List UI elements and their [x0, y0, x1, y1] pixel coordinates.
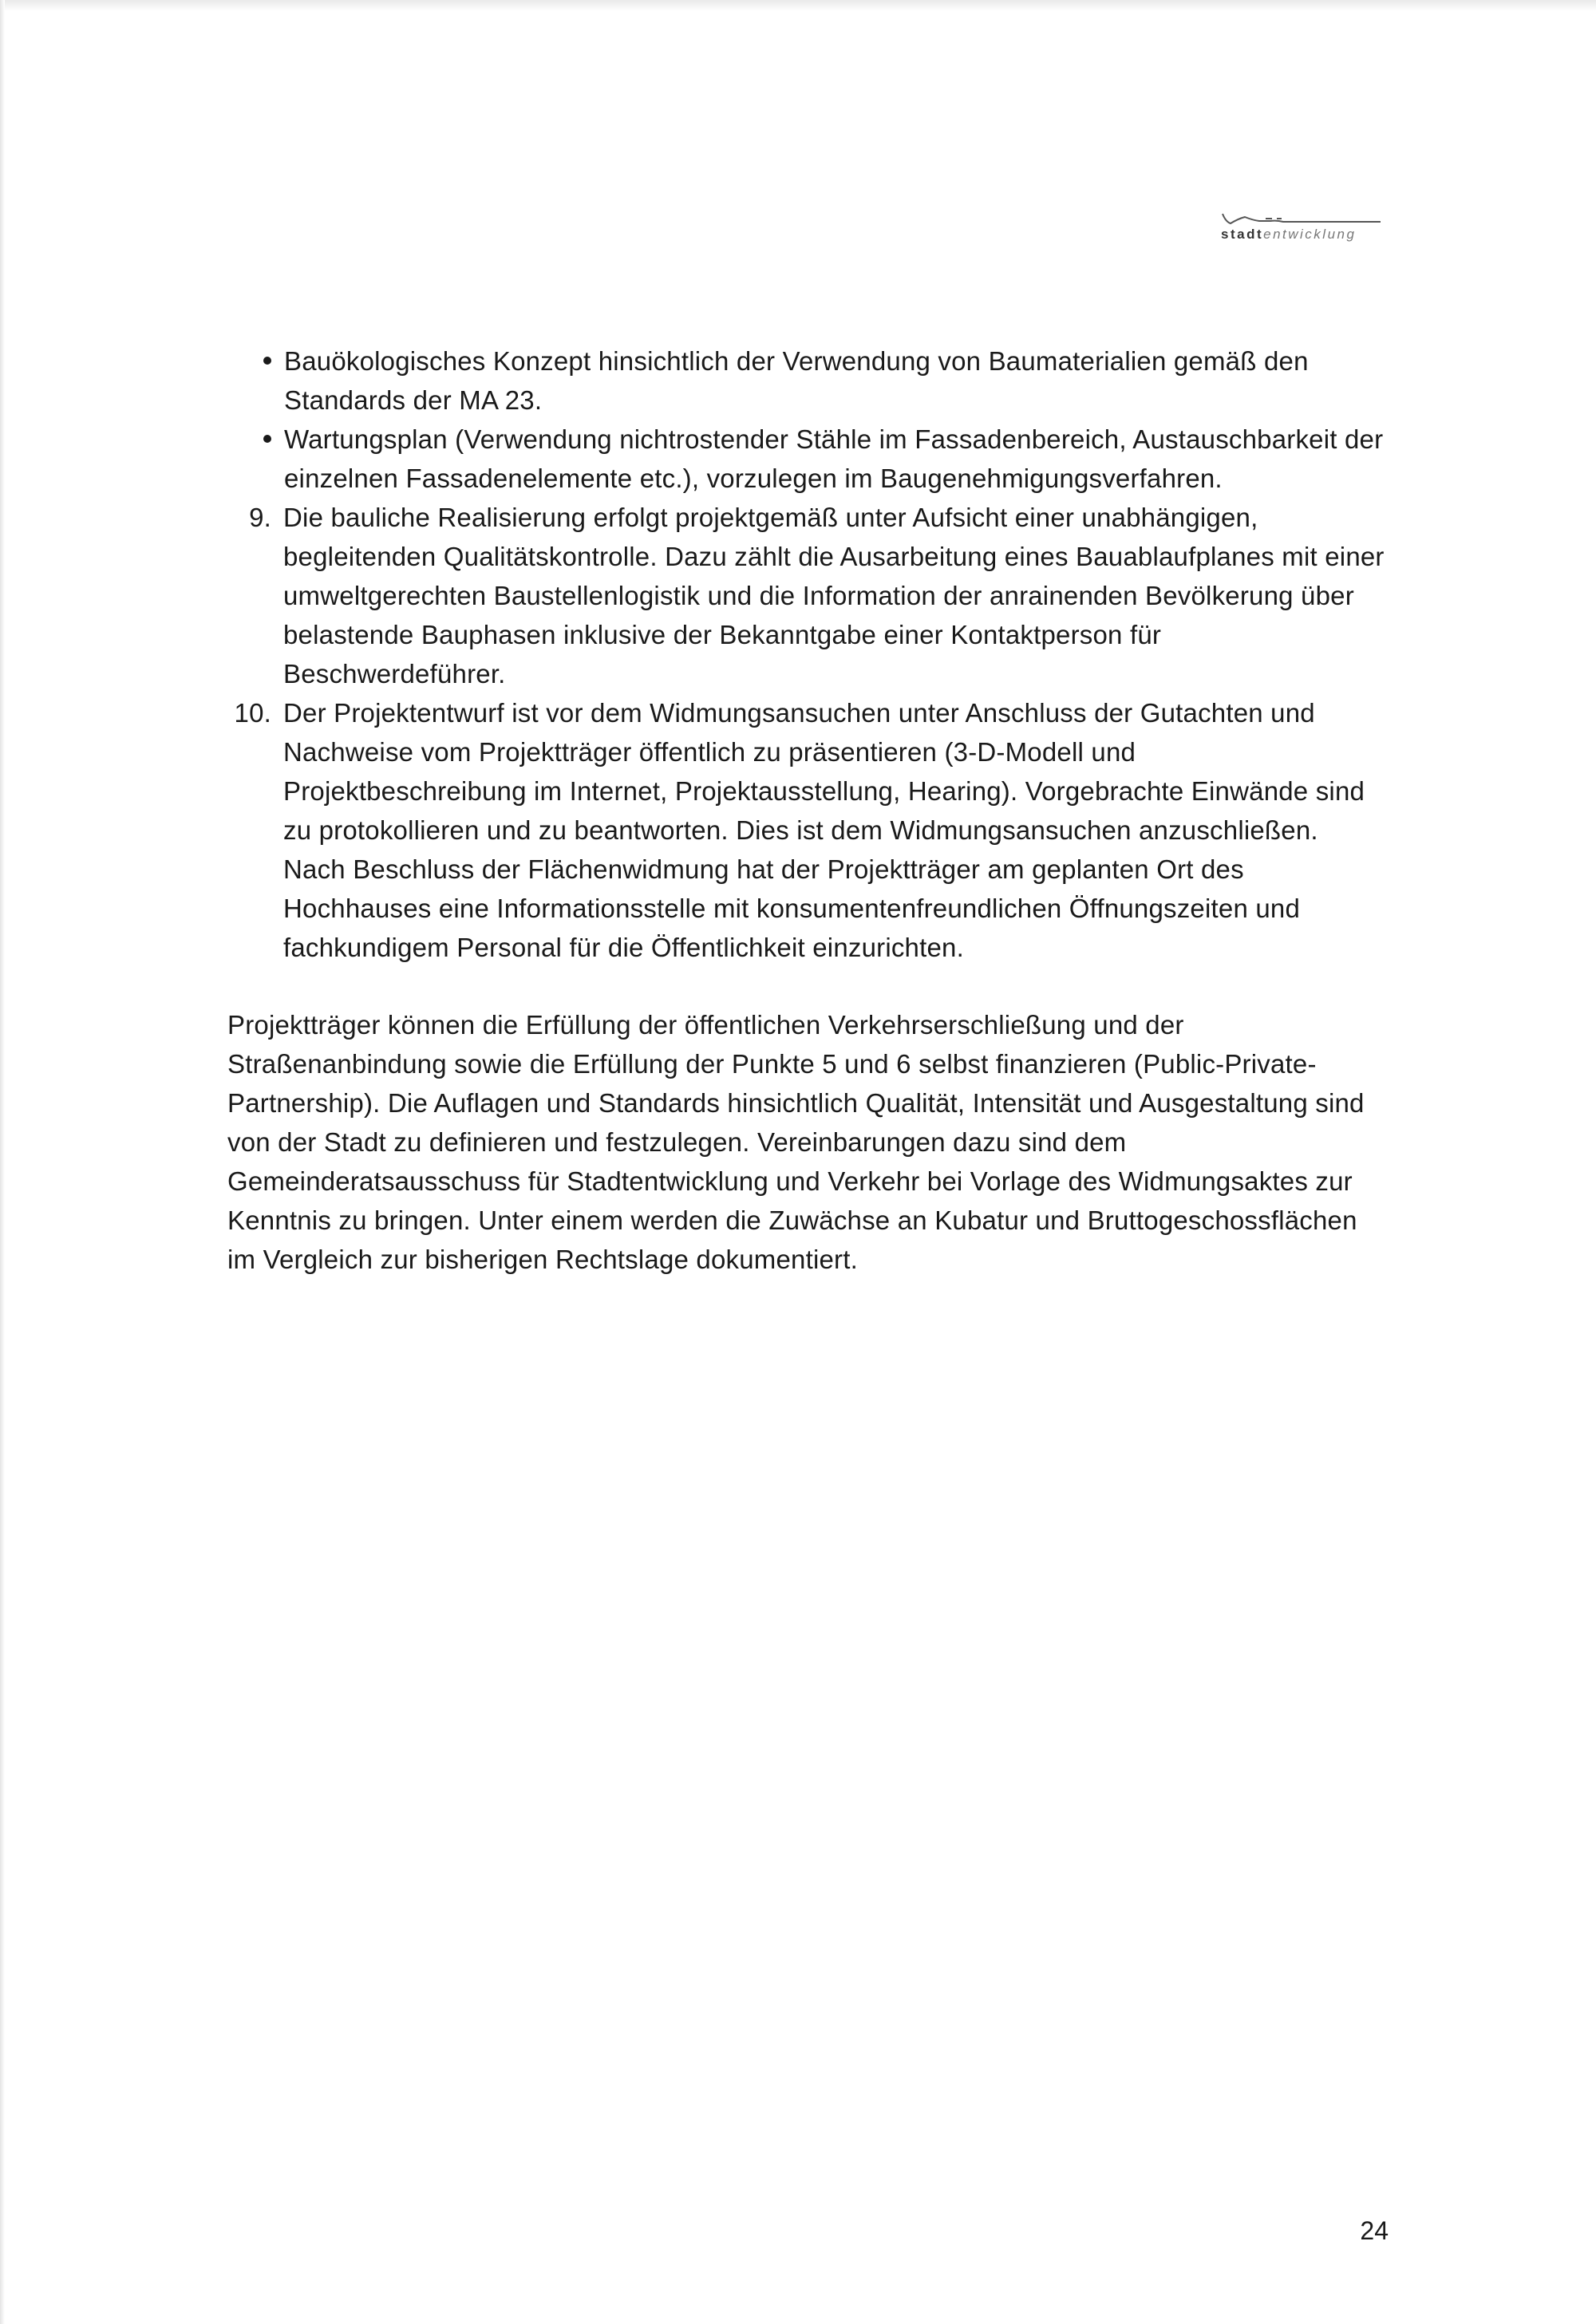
stadtentwicklung-logo	[1221, 209, 1381, 246]
bullet-item: Bauökologisches Konzept hinsichtlich der Verwendung von Baumaterialien gemäß den Standards der MA 23.	[263, 341, 1385, 420]
logo-wordmark-light: entwicklung	[1263, 227, 1357, 242]
page-edge-left	[0, 0, 5, 2324]
item-text: Die bauliche Realisierung erfolgt projektgemäß unter Aufsicht einer unabhängigen, begleitenden Qualitätskontrolle. Dazu zählt die Ausarbeitung eines Bauablaufplanes mit einer umweltgerechten Baustellenlogistik und die Information der anrainenden Bevölkerung über belastende Bauphasen inklusive der Bekanntgabe einer Kontaktperson für Beschwerdeführer.	[283, 503, 1385, 689]
skyline-logo-icon	[1221, 209, 1381, 227]
item-text: Der Projektentwurf ist vor dem Widmungsansuchen unter Anschluss der Gutachten und Nachweise vom Projektträger öffentlich zu präsentieren (3-D-Modell und Projektbeschreibung im Internet, Projektausstellung, Hearing). Vorgebrachte Einwände sind zu protokollieren und zu beantworten. Dies ist dem Widmungsansuchen anzuschließen. Nach Beschluss der Flächenwidmung hat der Projektträger am geplanten Ort des Hochhauses eine Informationsstelle mit konsumentenfreundlichen Öffnungszeiten und fachkundigem Personal für die Öffentlichkeit einzurichten.	[283, 698, 1365, 962]
item-number: 9.	[249, 503, 271, 532]
page-number: 24	[1360, 2216, 1389, 2245]
numbered-item	[227, 498, 1385, 693]
numbered-requirements	[227, 498, 1385, 967]
page-edge-top	[0, 0, 1596, 11]
logo-wordmark-bold: stadt	[1221, 227, 1264, 242]
document-body	[227, 341, 1385, 1279]
requirement-bullets	[227, 341, 1385, 498]
logo-wordmark	[1221, 227, 1356, 243]
numbered-item	[227, 693, 1385, 967]
bullet-item: Wartungsplan (Verwendung nichtrostender Stähle im Fassadenbereich, Austauschbarkeit der einzelnen Fassadenelemente etc.), vorzulegen im Baugenehmigungsverfahren.	[263, 420, 1385, 498]
financing-paragraph: Projektträger können die Erfüllung der öffentlichen Verkehrserschließung und der Straßenanbindung sowie die Erfüllung der Punkte 5 und 6 selbst finanzieren (Public-Private-Partnership). Die Auflagen und Standards hinsichtlich Qualität, Intensität und Ausgestaltung sind von der Stadt zu definieren und festzulegen. Vereinbarungen dazu sind dem Gemeinderatsausschuss für Stadtentwicklung und Verkehr bei Vorlage des Widmungsaktes zur Kenntnis zu bringen. Unter einem werden die Zuwächse an Kubatur und Bruttogeschossflächen im Vergleich zur bisherigen Rechtslage dokumentiert.	[227, 1010, 1365, 1274]
item-number: 10.	[234, 698, 271, 728]
